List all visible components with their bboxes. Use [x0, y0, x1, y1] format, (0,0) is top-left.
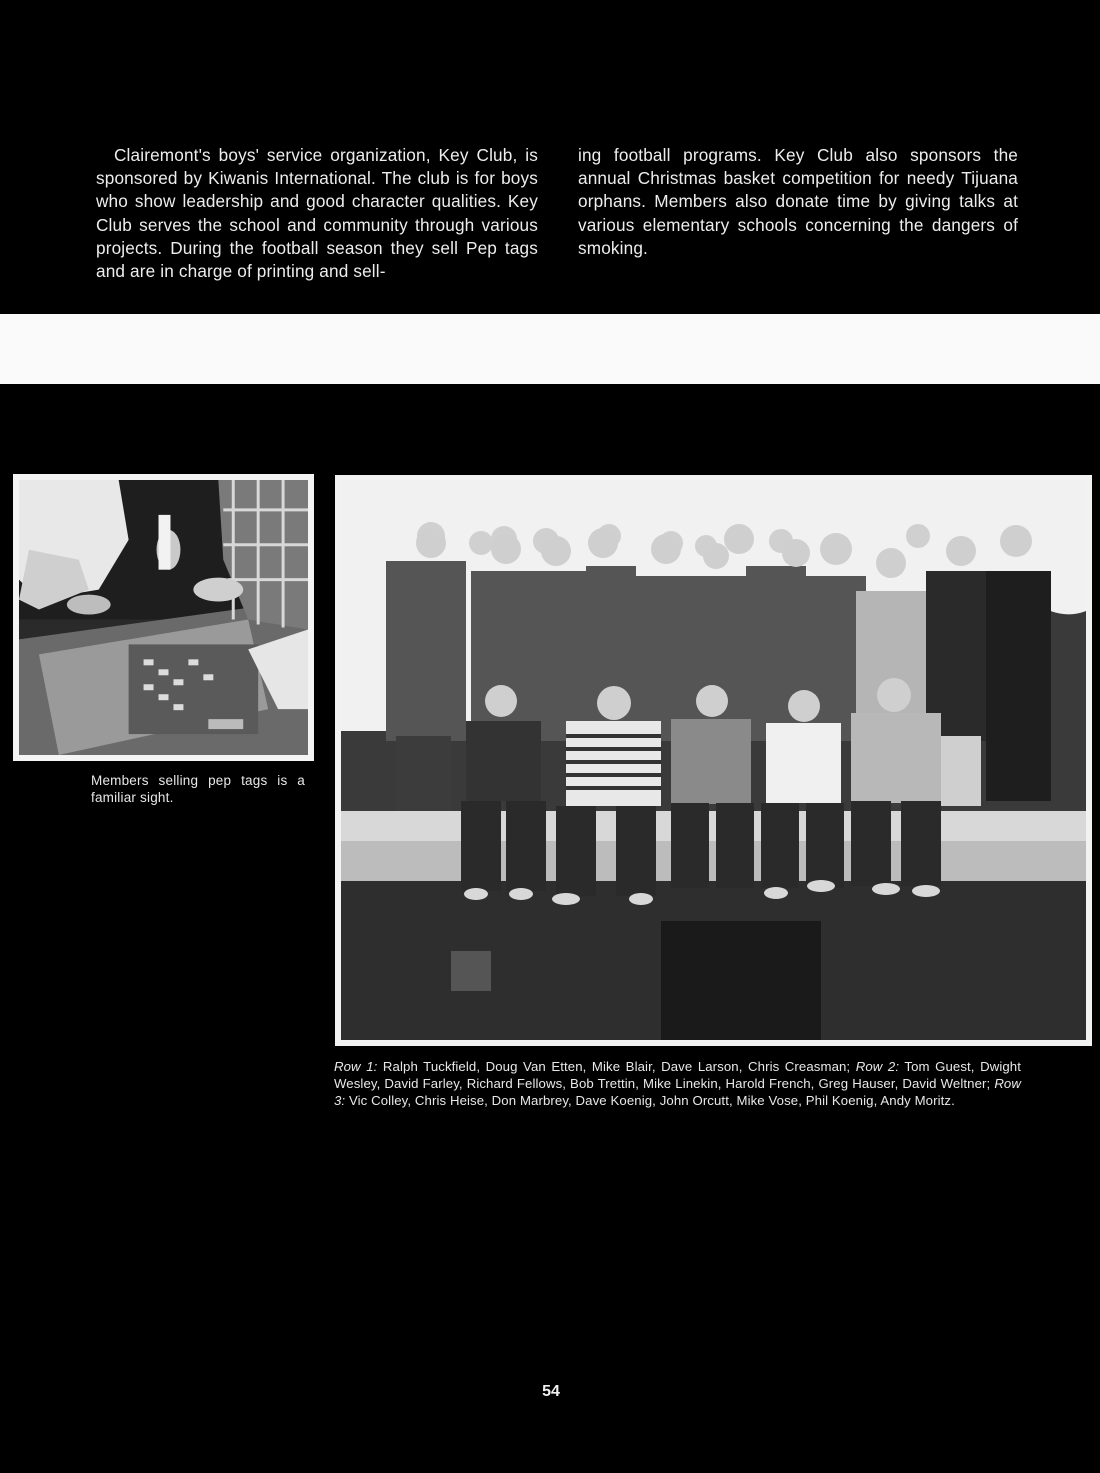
row-2-label: Row 2:: [855, 1059, 900, 1074]
row-1-label: Row 1:: [334, 1059, 378, 1074]
white-divider-band: [0, 314, 1100, 384]
page-number: 54: [542, 1383, 560, 1400]
key-club-group-photo: [335, 475, 1092, 1046]
intro-paragraph-right: ing football programs. Key Club also sponsors the annual Christmas basket competition for needy Tijuana orphans. Members also donate time by giving talks at various elementary schools concerning the dangers of smoking.: [578, 145, 1018, 258]
group-photo-caption: [334, 1059, 1021, 1109]
row-3-label: Row 3:: [334, 1075, 1021, 1108]
row-3-names: Vic Colley, Chris Heise, Don Marbrey, Dave Koenig, John Orcutt, Mike Vose, Phil Koenig, Andy Moritz.: [345, 1092, 955, 1108]
pep-tags-photo: [13, 474, 314, 761]
pep-tags-caption: Members selling pep tags is a familiar sight.: [91, 773, 305, 805]
row-1-names: Ralph Tuckfield, Doug Van Etten, Mike Blair, Dave Larson, Chris Creasman;: [377, 1059, 856, 1074]
intro-paragraph-left: Clairemont's boys' service organization, Key Club, is sponsored by Kiwanis International. The club is for boys who show leadership and good character qualities. Key Club serves the school and community through various projects. During the football season they sell Pep tags and are in charge of printing and sell-: [96, 145, 538, 282]
row-2-names: Tom Guest, Dwight Wesley, David Farley, Richard Fellows, Bob Trettin, Mike Linekin, Harold French, Greg Hauser, David Weltner;: [334, 1059, 1021, 1091]
